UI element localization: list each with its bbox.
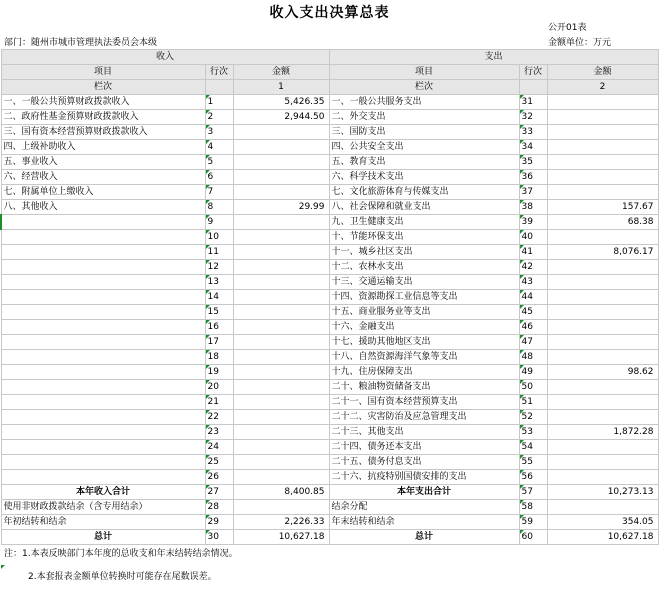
expense-amount-cell	[547, 140, 658, 155]
income-rowno-header: 行次	[205, 65, 233, 80]
income-total-label: 总计	[1, 530, 205, 545]
total-row	[1, 485, 658, 500]
cell-comment-marker	[1, 565, 5, 569]
income-item-cell	[1, 380, 205, 395]
expense-row-number: 51	[519, 395, 547, 410]
expense-item-cell: 二十五、债务付息支出	[329, 455, 519, 470]
table-row	[1, 305, 658, 320]
expense-amount-cell	[547, 380, 658, 395]
expense-row-number: 35	[519, 155, 547, 170]
income-item-cell	[1, 245, 205, 260]
income-total-amount	[233, 500, 329, 515]
income-row-number: 20	[205, 380, 233, 395]
income-row-number: 7	[205, 185, 233, 200]
income-item-cell: 五、事业收入	[1, 155, 205, 170]
expense-row-number: 55	[519, 455, 547, 470]
department-label: 部门：随州市城市管理执法委员会本级	[4, 38, 158, 48]
expense-item-cell: 十七、援助其他地区支出	[329, 335, 519, 350]
expense-item-cell: 十二、农林水支出	[329, 260, 519, 275]
income-amount-cell: 5,426.35	[233, 95, 329, 110]
expense-column-2: 2	[547, 80, 658, 95]
expense-item-cell: 二十、粮油物资储备支出	[329, 380, 519, 395]
expense-total-amount: 354.05	[547, 515, 658, 530]
expense-total-label: 结余分配	[329, 500, 519, 515]
expense-total-row-number: 58	[519, 500, 547, 515]
income-item-cell	[1, 230, 205, 245]
expense-row-number: 44	[519, 290, 547, 305]
expense-total-label: 本年支出合计	[329, 485, 519, 500]
income-item-cell	[1, 260, 205, 275]
expense-amount-cell: 68.38	[547, 215, 658, 230]
table-row	[1, 170, 658, 185]
income-amount-cell	[233, 365, 329, 380]
table-row	[1, 155, 658, 170]
expense-row-number: 31	[519, 95, 547, 110]
table-row	[1, 350, 658, 365]
column-header-row	[1, 65, 658, 80]
expense-row-number: 41	[519, 245, 547, 260]
income-row-number: 4	[205, 140, 233, 155]
expense-column-blank	[519, 80, 547, 95]
total-row	[1, 500, 658, 515]
income-total-label: 年初结转和结余	[1, 515, 205, 530]
income-amount-cell	[233, 275, 329, 290]
income-amount-cell	[233, 380, 329, 395]
income-amount-cell	[233, 185, 329, 200]
income-amount-cell	[233, 155, 329, 170]
income-amount-cell	[233, 305, 329, 320]
income-item-cell	[1, 335, 205, 350]
income-row-number: 15	[205, 305, 233, 320]
expense-row-number: 46	[519, 320, 547, 335]
income-amount-cell	[233, 230, 329, 245]
income-amount-cell	[233, 245, 329, 260]
expense-row-number: 34	[519, 140, 547, 155]
income-amount-cell	[233, 395, 329, 410]
income-amount-cell: 2,944.50	[233, 110, 329, 125]
income-row-number: 5	[205, 155, 233, 170]
expense-item-cell: 六、科学技术支出	[329, 170, 519, 185]
total-row	[1, 530, 658, 545]
income-total-amount: 8,400.85	[233, 485, 329, 500]
income-row-number: 10	[205, 230, 233, 245]
expense-amount-cell	[547, 230, 658, 245]
expense-amount-cell	[547, 470, 658, 485]
table-row	[1, 185, 658, 200]
expense-item-cell: 七、文化旅游体育与传媒支出	[329, 185, 519, 200]
income-row-number: 14	[205, 290, 233, 305]
income-row-number: 9	[205, 215, 233, 230]
expense-amount-cell	[547, 290, 658, 305]
expense-total-row-number: 57	[519, 485, 547, 500]
expense-item-cell: 三、国防支出	[329, 125, 519, 140]
note-1: 注：1.本表反映部门本年度的总收支和年末结转结余情况。	[4, 549, 238, 559]
expense-item-cell: 二十六、抗疫特别国债安排的支出	[329, 470, 519, 485]
expense-amount-cell: 8,076.17	[547, 245, 658, 260]
income-row-number: 21	[205, 395, 233, 410]
income-item-cell: 八、其他收入	[1, 200, 205, 215]
expense-amount-cell: 1,872.28	[547, 425, 658, 440]
expense-item-cell: 十五、商业服务业等支出	[329, 305, 519, 320]
income-row-number: 16	[205, 320, 233, 335]
expense-row-number: 38	[519, 200, 547, 215]
expense-amount-cell	[547, 395, 658, 410]
income-item-cell	[1, 305, 205, 320]
income-amount-cell	[233, 440, 329, 455]
income-item-cell: 三、国有资本经营预算财政拨款收入	[1, 125, 205, 140]
expense-amount-cell	[547, 155, 658, 170]
income-row-number: 1	[205, 95, 233, 110]
table-row	[1, 440, 658, 455]
table-row	[1, 200, 658, 215]
income-item-cell: 四、上级补助收入	[1, 140, 205, 155]
expense-item-cell: 十三、交通运输支出	[329, 275, 519, 290]
expense-row-number: 56	[519, 470, 547, 485]
income-item-cell	[1, 410, 205, 425]
expense-item-cell: 四、公共安全支出	[329, 140, 519, 155]
income-column-no: 栏次	[1, 80, 205, 95]
expense-total-label: 总计	[329, 530, 519, 545]
income-row-number: 19	[205, 365, 233, 380]
expense-amount-cell	[547, 455, 658, 470]
expense-item-cell: 十一、城乡社区支出	[329, 245, 519, 260]
income-item-cell	[1, 350, 205, 365]
expense-amount-cell	[547, 260, 658, 275]
expense-amount-cell	[547, 440, 658, 455]
expense-item-cell: 二十二、灾害防治及应急管理支出	[329, 410, 519, 425]
income-item-cell: 一、一般公共预算财政拨款收入	[1, 95, 205, 110]
expense-row-number: 47	[519, 335, 547, 350]
expense-row-number: 33	[519, 125, 547, 140]
income-amount-cell	[233, 335, 329, 350]
table-row	[1, 425, 658, 440]
income-amount-cell	[233, 170, 329, 185]
table-row	[1, 140, 658, 155]
unit-label: 金额单位：万元	[548, 38, 612, 48]
income-amount-cell: 29.99	[233, 200, 329, 215]
income-row-number: 12	[205, 260, 233, 275]
expense-row-number: 32	[519, 110, 547, 125]
expense-amount-cell: 157.67	[547, 200, 658, 215]
income-row-number: 13	[205, 275, 233, 290]
income-amount-cell	[233, 320, 329, 335]
income-total-row-number: 30	[205, 530, 233, 545]
expense-total-row-number: 59	[519, 515, 547, 530]
page-title: 收入支出决算总表	[269, 5, 390, 21]
expense-column-no: 栏次	[329, 80, 519, 95]
table-row	[1, 275, 658, 290]
expense-amount-cell	[547, 125, 658, 140]
income-item-cell: 七、附属单位上缴收入	[1, 185, 205, 200]
expense-item-cell: 五、教育支出	[329, 155, 519, 170]
table-row	[1, 320, 658, 335]
income-expense-table	[0, 49, 659, 545]
expense-row-number: 53	[519, 425, 547, 440]
expense-amount-cell: 98.62	[547, 365, 658, 380]
expense-item-cell: 二十一、国有资本经营预算支出	[329, 395, 519, 410]
expense-row-number: 40	[519, 230, 547, 245]
expense-amount-cell	[547, 410, 658, 425]
expense-row-number: 37	[519, 185, 547, 200]
table-row	[1, 290, 658, 305]
table-row	[1, 470, 658, 485]
expense-rowno-header: 行次	[519, 65, 547, 80]
expense-amount-header: 金额	[547, 65, 658, 80]
income-item-cell	[1, 470, 205, 485]
expense-row-number: 50	[519, 380, 547, 395]
income-amount-cell	[233, 455, 329, 470]
expense-row-number: 52	[519, 410, 547, 425]
income-item-cell: 六、经营收入	[1, 170, 205, 185]
income-row-number: 26	[205, 470, 233, 485]
expense-amount-cell	[547, 305, 658, 320]
income-amount-cell	[233, 140, 329, 155]
expense-item-cell: 十九、住房保障支出	[329, 365, 519, 380]
expense-item-cell: 二十四、债务还本支出	[329, 440, 519, 455]
expense-row-number: 49	[519, 365, 547, 380]
expense-amount-cell	[547, 335, 658, 350]
total-row	[1, 515, 658, 530]
income-amount-cell	[233, 350, 329, 365]
expense-row-number: 42	[519, 260, 547, 275]
expense-item-cell: 二、外交支出	[329, 110, 519, 125]
income-amount-cell	[233, 470, 329, 485]
income-total-label: 使用非财政拨款结余（含专用结余）	[1, 500, 205, 515]
expense-header: 支出	[329, 50, 658, 65]
income-amount-header: 金额	[233, 65, 329, 80]
expense-item-cell: 十六、金融支出	[329, 320, 519, 335]
expense-row-number: 54	[519, 440, 547, 455]
expense-amount-cell	[547, 110, 658, 125]
expense-item-cell: 十、节能环保支出	[329, 230, 519, 245]
expense-amount-cell	[547, 95, 658, 110]
income-row-number: 11	[205, 245, 233, 260]
income-row-number: 25	[205, 455, 233, 470]
expense-row-number: 39	[519, 215, 547, 230]
expense-amount-cell	[547, 185, 658, 200]
expense-item-cell: 一、一般公共服务支出	[329, 95, 519, 110]
income-column-1: 1	[233, 80, 329, 95]
expense-total-row-number: 60	[519, 530, 547, 545]
income-total-amount: 2,226.33	[233, 515, 329, 530]
income-row-number: 24	[205, 440, 233, 455]
form-code: 公开01表	[548, 23, 587, 33]
income-total-row-number: 28	[205, 500, 233, 515]
income-total-label: 本年收入合计	[1, 485, 205, 500]
expense-item-cell: 八、社会保障和就业支出	[329, 200, 519, 215]
income-total-row-number: 27	[205, 485, 233, 500]
income-row-number: 23	[205, 425, 233, 440]
income-row-number: 22	[205, 410, 233, 425]
income-amount-cell	[233, 215, 329, 230]
expense-item-cell: 十四、资源勘探工业信息等支出	[329, 290, 519, 305]
table-row	[1, 110, 658, 125]
note-2: 2.本套报表金额单位转换时可能存在尾数误差。	[28, 572, 217, 582]
table-row	[1, 230, 658, 245]
income-row-number: 2	[205, 110, 233, 125]
income-column-blank	[205, 80, 233, 95]
table-row	[1, 245, 658, 260]
column-number-row	[1, 80, 658, 95]
table-row	[1, 125, 658, 140]
income-item-cell	[1, 440, 205, 455]
income-amount-cell	[233, 425, 329, 440]
expense-amount-cell	[547, 275, 658, 290]
table-row	[1, 365, 658, 380]
expense-item-cell: 十八、自然资源海洋气象等支出	[329, 350, 519, 365]
income-item-cell	[1, 275, 205, 290]
expense-row-number: 45	[519, 305, 547, 320]
expense-amount-cell	[547, 350, 658, 365]
section-header-row	[1, 50, 658, 65]
income-amount-cell	[233, 410, 329, 425]
table-row	[1, 95, 658, 110]
expense-row-number: 48	[519, 350, 547, 365]
income-item-cell	[1, 425, 205, 440]
income-item-cell	[1, 320, 205, 335]
expense-row-number: 43	[519, 275, 547, 290]
income-row-number: 3	[205, 125, 233, 140]
expense-item-cell: 九、卫生健康支出	[329, 215, 519, 230]
income-amount-cell	[233, 260, 329, 275]
table-row	[1, 260, 658, 275]
expense-amount-cell	[547, 170, 658, 185]
table-row	[1, 395, 658, 410]
income-item-cell: 二、政府性基金预算财政拨款收入	[1, 110, 205, 125]
expense-total-amount: 10,273.13	[547, 485, 658, 500]
income-row-number: 17	[205, 335, 233, 350]
income-row-number: 18	[205, 350, 233, 365]
income-amount-cell	[233, 290, 329, 305]
table-row	[1, 215, 658, 230]
expense-total-label: 年末结转和结余	[329, 515, 519, 530]
expense-row-number: 36	[519, 170, 547, 185]
expense-total-amount: 10,627.18	[547, 530, 658, 545]
expense-item-cell: 二十三、其他支出	[329, 425, 519, 440]
income-item-cell	[1, 365, 205, 380]
table-row	[1, 380, 658, 395]
income-header: 收入	[1, 50, 329, 65]
expense-amount-cell	[547, 320, 658, 335]
table-row	[1, 335, 658, 350]
income-row-number: 6	[205, 170, 233, 185]
income-item-header: 项目	[1, 65, 205, 80]
expense-item-header: 项目	[329, 65, 519, 80]
income-item-cell	[1, 290, 205, 305]
table-row	[1, 455, 658, 470]
income-total-row-number: 29	[205, 515, 233, 530]
expense-total-amount	[547, 500, 658, 515]
income-item-cell	[1, 395, 205, 410]
income-amount-cell	[233, 125, 329, 140]
income-row-number: 8	[205, 200, 233, 215]
table-row	[1, 410, 658, 425]
income-item-cell	[1, 215, 205, 230]
income-total-amount: 10,627.18	[233, 530, 329, 545]
income-item-cell	[1, 455, 205, 470]
